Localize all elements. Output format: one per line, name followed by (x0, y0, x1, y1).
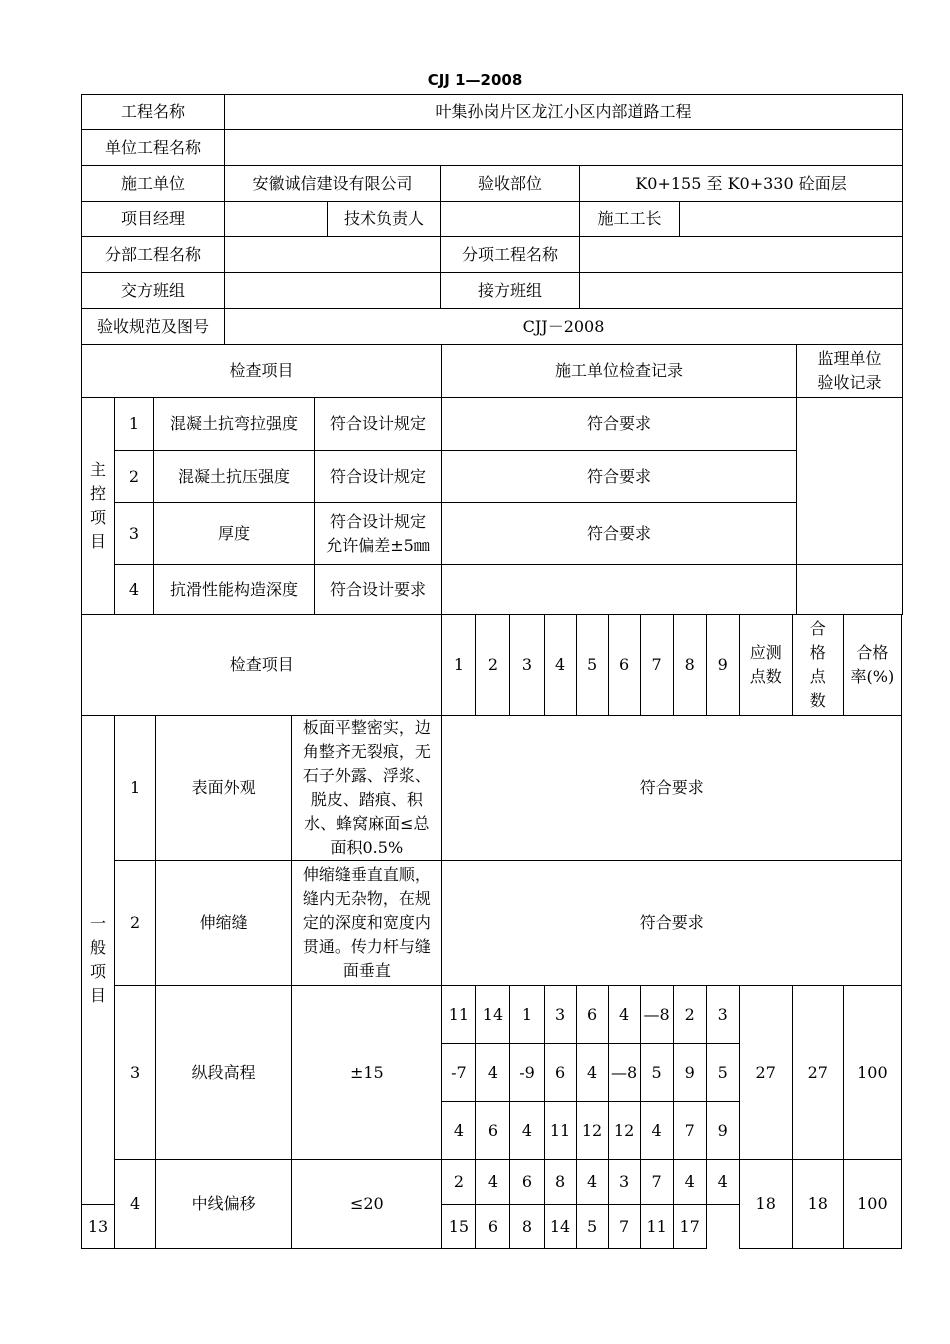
measured-value: 3 (706, 986, 739, 1044)
general-item-name: 纵段高程 (156, 986, 292, 1160)
point-header: 6 (608, 615, 640, 716)
main-item-requirement: 符合设计规定 (315, 451, 442, 503)
main-item-name: 混凝土抗弯拉强度 (154, 398, 315, 451)
measured-value: 13 (82, 1205, 115, 1249)
receiving-team-value (580, 273, 903, 309)
measured-value: 6 (576, 986, 608, 1044)
main-item-no: 4 (115, 565, 154, 615)
main-item-name: 厚度 (154, 503, 315, 565)
measured-value: 4 (673, 1160, 706, 1205)
measured-value: 7 (640, 1160, 673, 1205)
handover-team-label: 交方班组 (82, 273, 225, 309)
point-header: 9 (706, 615, 739, 716)
main-check-item-header: 检查项目 (82, 345, 442, 398)
receiving-team-label: 接方班组 (441, 273, 580, 309)
qualified-count: 18 (792, 1160, 843, 1249)
measured-value: 5 (576, 1205, 608, 1249)
main-item-requirement: 符合设计规定 (315, 398, 442, 451)
measured-value: 7 (608, 1205, 640, 1249)
should-measure-count: 27 (739, 986, 792, 1160)
unit-project-label: 单位工程名称 (82, 130, 225, 166)
inspection-part-label: 验收部位 (441, 166, 580, 202)
header-table (81, 94, 903, 345)
measured-value: 9 (706, 1102, 739, 1160)
should-measure-count: 18 (739, 1160, 792, 1249)
pass-rate-header: 合格率(%) (843, 615, 901, 716)
tech-lead-value (441, 202, 580, 237)
main-item-name: 混凝土抗压强度 (154, 451, 315, 503)
measured-value: 12 (608, 1102, 640, 1160)
measured-value: 12 (576, 1102, 608, 1160)
measured-value: 14 (476, 986, 510, 1044)
supervisor-record-cell (797, 398, 903, 565)
spec-value: CJJ－2008 (225, 309, 903, 345)
measured-value: 1 (510, 986, 544, 1044)
measured-value: 11 (442, 986, 476, 1044)
measured-value: 2 (442, 1160, 476, 1205)
contractor-record-header: 施工单位检查记录 (442, 345, 797, 398)
project-name-value: 叶集孙岗片区龙江小区内部道路工程 (225, 95, 903, 130)
measured-value: 4 (476, 1044, 510, 1102)
main-item-requirement: 符合设计规定允许偏差±5㎜ (315, 503, 442, 565)
qualified-points-header: 合格点数 (792, 615, 843, 716)
measured-value: 6 (476, 1205, 510, 1249)
pass-rate: 100 (843, 1160, 901, 1249)
tech-lead-label: 技术负责人 (328, 202, 441, 237)
unit-project-value (225, 130, 903, 166)
point-header: 3 (510, 615, 544, 716)
general-items-table (81, 614, 902, 1249)
general-item-record: 符合要求 (442, 861, 902, 986)
general-group-label: 一般项目 (82, 716, 115, 1205)
main-item-record: 符合要求 (442, 398, 797, 451)
foreman-label: 施工工长 (580, 202, 680, 237)
general-check-item-header: 检查项目 (82, 615, 442, 716)
measured-value: -9 (510, 1044, 544, 1102)
general-item-no: 3 (115, 986, 156, 1160)
measured-value: 5 (706, 1044, 739, 1102)
main-item-record (442, 565, 797, 615)
point-header: 4 (544, 615, 576, 716)
general-item-no: 1 (115, 716, 156, 861)
subdivision-value (225, 237, 441, 273)
main-control-table (81, 344, 903, 615)
contractor-label: 施工单位 (82, 166, 225, 202)
project-manager-label: 项目经理 (82, 202, 225, 237)
measured-value: 4 (640, 1102, 673, 1160)
measured-value: —8 (608, 1044, 640, 1102)
handover-team-value (225, 273, 441, 309)
measured-value: 6 (510, 1160, 544, 1205)
measured-value: 8 (544, 1160, 576, 1205)
project-name-label: 工程名称 (82, 95, 225, 130)
main-item-no: 2 (115, 451, 154, 503)
measured-value: 11 (544, 1102, 576, 1160)
measured-value: 14 (544, 1205, 576, 1249)
subdivision-label: 分部工程名称 (82, 237, 225, 273)
measured-value: 3 (608, 1160, 640, 1205)
sub-item-value (580, 237, 903, 273)
qualified-count: 27 (792, 986, 843, 1160)
measured-value: 4 (608, 986, 640, 1044)
measured-value: 3 (544, 986, 576, 1044)
general-item-name: 表面外观 (156, 716, 292, 861)
general-item-record: 符合要求 (442, 716, 902, 861)
point-header: 7 (640, 615, 673, 716)
supervisor-record-header: 监理单位验收记录 (797, 345, 903, 398)
standard-label: CJJ 1—2008 (427, 71, 523, 89)
measured-value: 15 (442, 1205, 476, 1249)
foreman-value (680, 202, 903, 237)
main-control-group-label: 主控项目 (82, 398, 115, 615)
main-item-record: 符合要求 (442, 451, 797, 503)
point-header: 5 (576, 615, 608, 716)
measured-value: 9 (673, 1044, 706, 1102)
measured-value: 2 (673, 986, 706, 1044)
measured-value: 8 (510, 1205, 544, 1249)
main-item-no: 3 (115, 503, 154, 565)
general-item-name: 伸缩缝 (156, 861, 292, 986)
measured-value: 11 (640, 1205, 673, 1249)
general-item-name: 中线偏移 (156, 1160, 292, 1249)
measured-value: 5 (640, 1044, 673, 1102)
measured-value: 4 (510, 1102, 544, 1160)
measured-value: 4 (476, 1160, 510, 1205)
main-item-name: 抗滑性能构造深度 (154, 565, 315, 615)
general-item-requirement: 板面平整密实，边角整齐无裂痕，无石子外露、浮浆、脱皮、踏痕、积水、蜂窝麻面≤总面积0.5% (292, 716, 442, 861)
main-item-requirement: 符合设计要求 (315, 565, 442, 615)
measured-value: 4 (706, 1160, 739, 1205)
sub-item-label: 分项工程名称 (441, 237, 580, 273)
inspection-part-value: K0+155 至 K0+330 砼面层 (580, 166, 903, 202)
measured-value: —8 (640, 986, 673, 1044)
measured-value: 7 (673, 1102, 706, 1160)
measured-value: 4 (442, 1102, 476, 1160)
general-item-requirement: ±15 (292, 986, 442, 1160)
measured-value: -7 (442, 1044, 476, 1102)
general-item-requirement: 伸缩缝垂直直顺，缝内无杂物，在规定的深度和宽度内贯通。传力杆与缝面垂直 (292, 861, 442, 986)
supervisor-record-cell (797, 565, 903, 615)
point-header: 1 (442, 615, 476, 716)
should-measure-header: 应测点数 (739, 615, 792, 716)
measured-value: 4 (576, 1044, 608, 1102)
point-header: 2 (476, 615, 510, 716)
project-manager-value (225, 202, 328, 237)
measured-value: 17 (673, 1205, 706, 1249)
main-item-record: 符合要求 (442, 503, 797, 565)
measured-value: 4 (576, 1160, 608, 1205)
spec-label: 验收规范及图号 (82, 309, 225, 345)
general-item-no: 4 (115, 1160, 156, 1249)
point-header: 8 (673, 615, 706, 716)
general-item-no: 2 (115, 861, 156, 986)
main-item-no: 1 (115, 398, 154, 451)
pass-rate: 100 (843, 986, 901, 1160)
general-item-requirement: ≤20 (292, 1160, 442, 1249)
measured-value: 6 (544, 1044, 576, 1102)
contractor-value: 安徽诚信建设有限公司 (225, 166, 441, 202)
measured-value: 6 (476, 1102, 510, 1160)
